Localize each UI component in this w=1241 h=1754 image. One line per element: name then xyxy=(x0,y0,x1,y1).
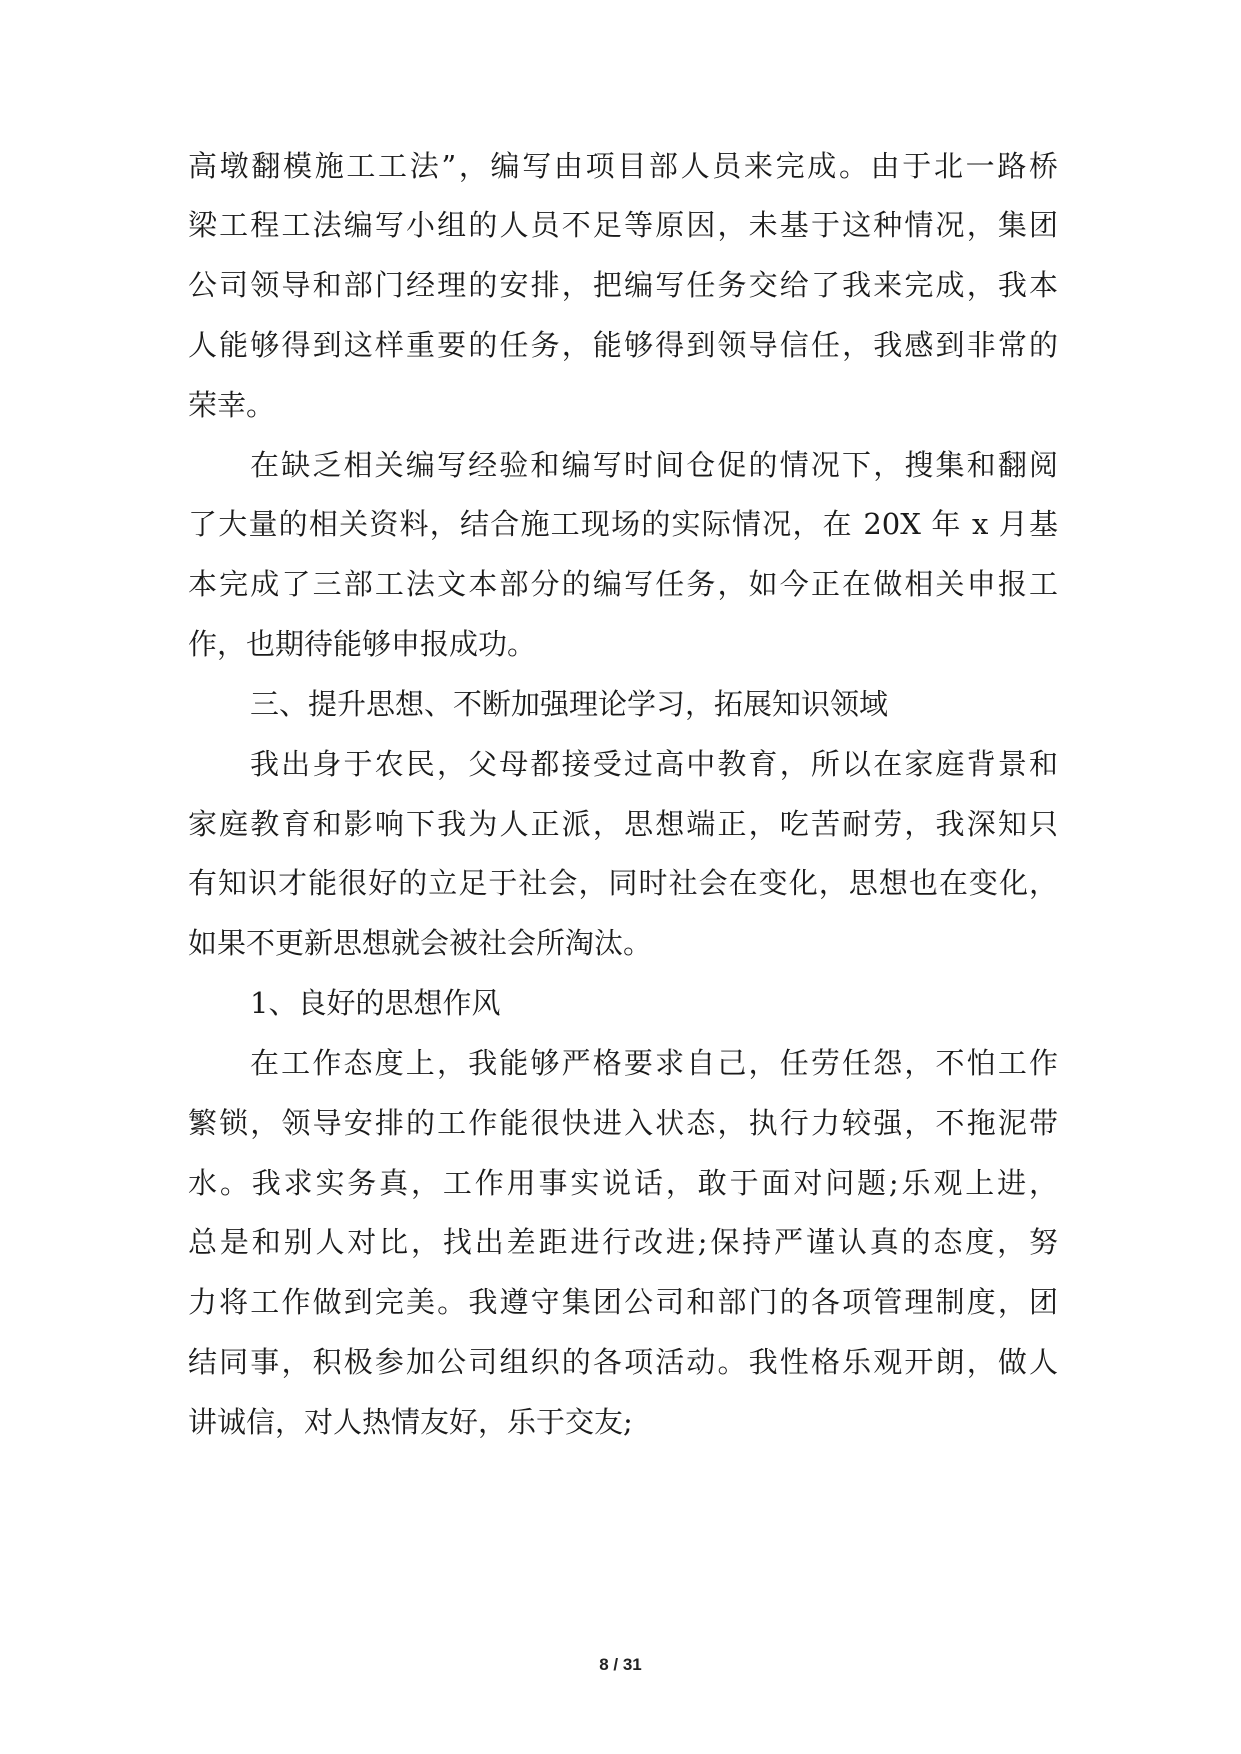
page-number: 8 / 31 xyxy=(599,1655,642,1674)
text-line: 繁锁，领导安排的工作能很快进入状态，执行力较强，不拖泥带 xyxy=(188,1106,1058,1140)
text-line: 结同事，积极参加公司组织的各项活动。我性格乐观开朗，做人 xyxy=(188,1345,1058,1379)
text-line: 作，也期待能够申报成功。 xyxy=(188,627,537,661)
text-line: 公司领导和部门经理的安排，把编写任务交给了我来完成，我本 xyxy=(188,268,1058,302)
text-line: 力将工作做到完美。我遵守集团公司和部门的各项管理制度，团 xyxy=(188,1285,1058,1319)
text-line: 有知识才能很好的立足于社会，同时社会在变化，思想也在变化， xyxy=(188,866,1058,900)
text-line: 本完成了三部工法文本部分的编写任务，如今正在做相关申报工 xyxy=(188,567,1058,601)
subsection-heading: 1、良好的思想作风 xyxy=(250,986,501,1020)
text-line: 家庭教育和影响下我为人正派，思想端正，吃苦耐劳，我深知只 xyxy=(188,807,1058,841)
text-line: 总是和别人对比，找出差距进行改进;保持严谨认真的态度，努 xyxy=(188,1225,1058,1259)
text-line: 梁工程工法编写小组的人员不足等原因，未基于这种情况，集团 xyxy=(188,208,1058,242)
text-line: 水。我求实务真，工作用事实说话，敢于面对问题;乐观上进， xyxy=(188,1166,1058,1200)
paragraph-first-line: 在工作态度上，我能够严格要求自己，任劳任怨，不怕工作 xyxy=(250,1046,1058,1080)
paragraph-first-line: 我出身于农民，父母都接受过高中教育，所以在家庭背景和 xyxy=(250,747,1058,781)
text-line: 高墩翻模施工工法”，编写由项目部人员来完成。由于北一路桥 xyxy=(188,149,1058,183)
text-line: 荣幸。 xyxy=(188,388,276,422)
text-line: 如果不更新思想就会被社会所淘汰。 xyxy=(188,926,653,960)
paragraph-first-line: 在缺乏相关编写经验和编写时间仓促的情况下，搜集和翻阅 xyxy=(250,448,1058,482)
text-line: 人能够得到这样重要的任务，能够得到领导信任，我感到非常的 xyxy=(188,328,1058,362)
section-heading: 三、提升思想、不断加强理论学习，拓展知识领域 xyxy=(250,687,889,721)
text-line: 了大量的相关资料，结合施工现场的实际情况，在 20X 年 x 月基 xyxy=(188,507,1058,541)
text-line: 讲诚信，对人热情友好，乐于交友; xyxy=(188,1405,633,1439)
